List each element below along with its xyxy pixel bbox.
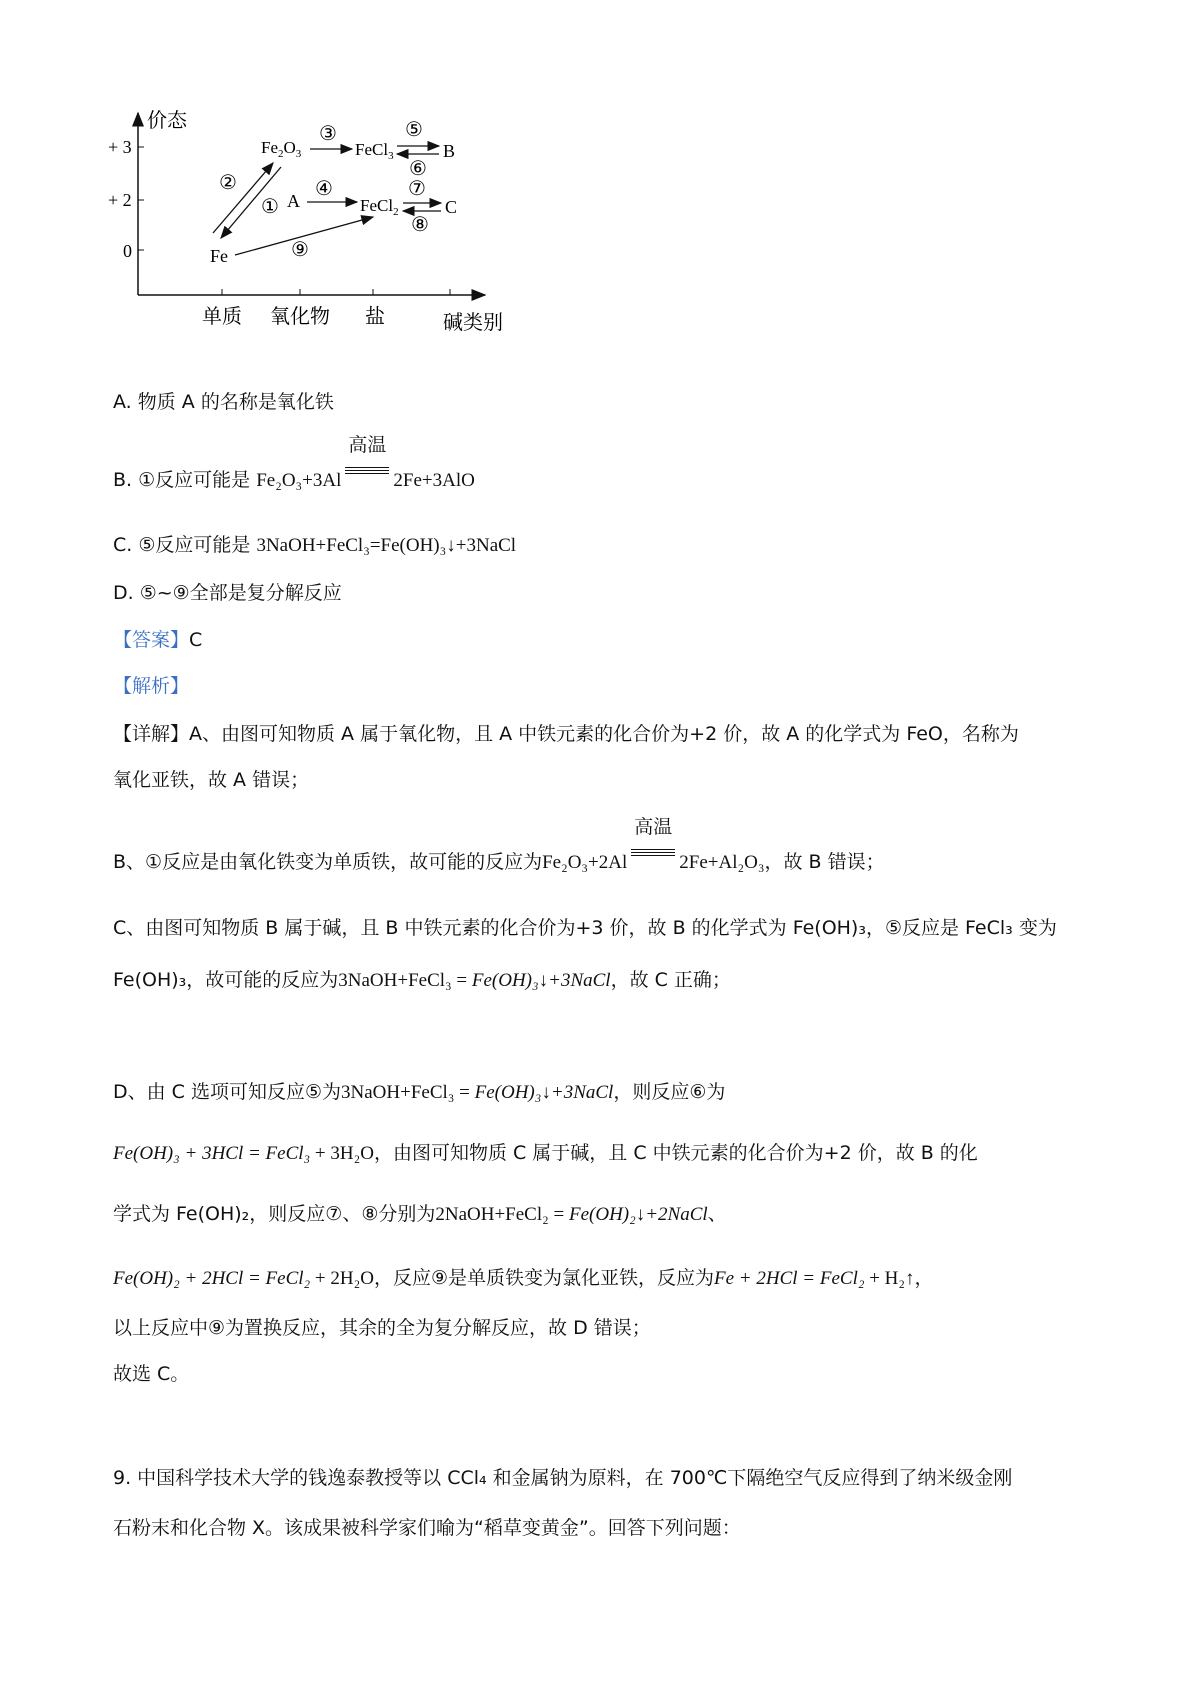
detail-d-line-4: Fe(OH)₂ + 2HCl = FeCl₂ + 2H₂O，反应⑨是单质铁变为氯化亚铁，反应为Fe + 2HCl = FeCl₂ + H₂↑， [113, 1267, 934, 1289]
detail-d-line-5: 以上反应中⑨为置换反应，其余的全为复分解反应，故 D 错误； [113, 1317, 651, 1339]
reaction-8-label: ⑧ [411, 214, 429, 236]
reaction-4-label: ④ [315, 178, 333, 200]
iron-valence-diagram [105, 105, 525, 355]
x-tick-base: 碱 [443, 312, 463, 334]
question-9-line-2: 石粉末和化合物 X。该成果被科学家们喻为“稻草变黄金”。回答下列问题： [113, 1517, 741, 1539]
question-9-line-1: 9. 中国科学技术大学的钱逸泰教授等以 CCl₄ 和金属钠为原料，在 700℃下隔绝空气反应得到了纳米级金刚 [113, 1467, 1013, 1489]
detail-c-line-2: Fe(OH)₃，故可能的反应为3NaOH+FeCl₃ = Fe(OH)₃↓+3NaCl，故 C 正确； [113, 969, 731, 991]
x-axis-label: 类别 [463, 312, 503, 334]
detail-line-1: 【详解】A、由图可知物质 A 属于氧化物，且 A 中铁元素的化合价为+2 价，故 A 的化学式为 FeO，名称为 [113, 723, 1019, 745]
node-fecl3: FeCl$_3$ [355, 140, 394, 162]
detail-d-line-1: D、由 C 选项可知反应⑤为3NaOH+FeCl₃ = Fe(OH)₃↓+3NaCl，则反应⑥为 [113, 1081, 726, 1103]
reaction-3-label: ③ [319, 123, 337, 145]
detail-d-line-2: Fe(OH)₃ + 3HCl = FeCl₃ + 3H₂O，由图可知物质 C 属于碱，且 C 中铁元素的化合价为+2 价，故 B 的化 [113, 1142, 978, 1164]
answer: 【答案】C [113, 629, 203, 651]
node-fe2o3: $Fe_2O_3$ [261, 138, 302, 160]
detail-c-line-1: C、由图可知物质 B 属于碱，且 B 中铁元素的化合价为+3 价，故 B 的化学式为 Fe(OH)₃，⑤反应是 FeCl₃ 变为 [113, 917, 1057, 939]
y-tick-plus3: + 3 [108, 137, 132, 157]
node-c: C [445, 197, 458, 217]
x-tick-salt: 盐 [365, 306, 385, 328]
y-tick-plus2: + 2 [108, 190, 132, 210]
detail-b: B、①反应是由氧化铁变为单质铁，故可能的反应为Fe₂O₃+2Al 高温 2Fe+Al₂O₃，故 B 错误； [113, 817, 885, 873]
reaction-1-label: ① [261, 196, 279, 218]
option-a: A. 物质 A 的名称是氧化铁 [113, 391, 334, 413]
condition-high-temp: 高温 [343, 458, 391, 486]
reaction-2-label: ② [219, 172, 237, 194]
condition-high-temp-2: 高温 [629, 840, 677, 868]
conclusion: 故选 C。 [113, 1363, 190, 1385]
node-fecl2: FeCl$_2$ [360, 196, 399, 218]
detail-line-2: 氧化亚铁，故 A 错误； [113, 769, 310, 791]
reaction-5-label: ⑤ [405, 119, 423, 141]
x-tick-oxide: 氧化物 [270, 306, 330, 328]
node-b: B [443, 141, 456, 161]
detail-d-line-3: 学式为 Fe(OH)₂，则反应⑦、⑧分别为2NaOH+FeCl₂ = Fe(OH)₂↓+2NaCl、 [113, 1203, 727, 1225]
x-tick-element: 单质 [202, 306, 242, 328]
reaction-7-label: ⑦ [408, 178, 426, 200]
analysis-label: 【解析】 [113, 675, 190, 697]
node-fe: Fe [210, 246, 228, 266]
option-d: D. ⑤~⑨全部是复分解反应 [113, 582, 342, 604]
y-axis-label: 价态 [147, 110, 187, 132]
option-b: B. ①反应可能是 Fe₂O₃+3Al 高温 2Fe+3AlO [113, 435, 475, 491]
reaction-9-label: ⑨ [291, 239, 309, 261]
y-tick-zero: 0 [123, 241, 132, 261]
option-c: C. ⑤反应可能是 3NaOH+FeCl₃=Fe(OH)₃↓+3NaCl [113, 534, 517, 556]
node-a: A [287, 191, 300, 211]
reaction-6-label: ⑥ [409, 158, 427, 180]
